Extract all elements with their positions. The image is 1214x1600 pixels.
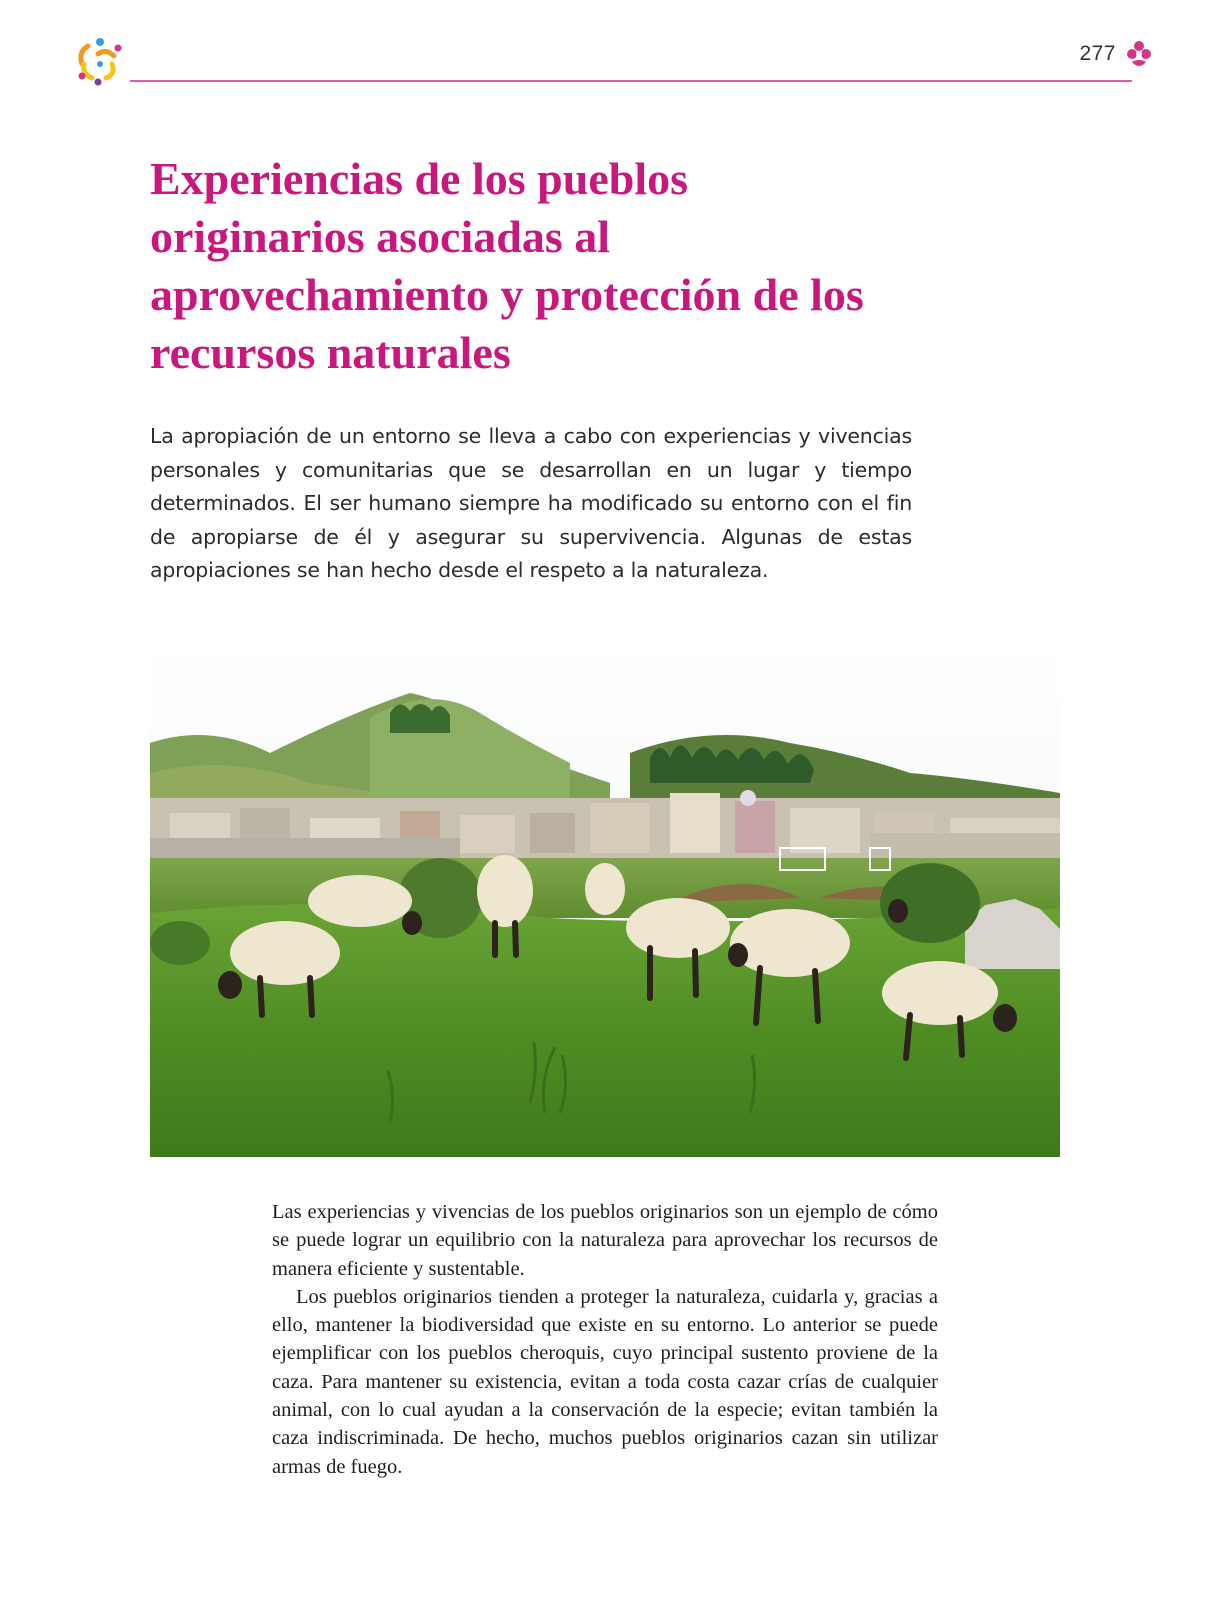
sheep-grazing-photo	[150, 643, 1060, 1157]
header-rule	[130, 80, 1132, 82]
intro-paragraph: La apropiación de un entorno se lleva a cabo con experiencias y vivencias personales y comunitarias que se desarrollan en un lugar y tiempo determinados. El ser humano siempre ha modificado su entorno con el fin de apropiarse de él y asegurar su supervivencia. Algunas de estas apropiaciones se han hecho desde el respeto a la naturaleza.	[150, 424, 912, 582]
page-number: 277	[1079, 42, 1116, 65]
body-paragraph-2: Los pueblos originarios tienden a proteger la naturaleza, cuidarla y, gracias a ello, mantener la biodiversidad que existe en su entorno. Lo anterior se puede ejemplificar con los pueblos cheroquis, cuyo principal sustento proviene de la caza. Para mantener su existencia, evitan a toda costa cazar crías de cualquier animal, con lo cual ayudan a la conservación de la especie; evitan también la caza indiscriminada. De hecho, muchos pueblos originarios cazan sin utilizar armas de fuego.	[272, 1285, 938, 1478]
body-text	[272, 1198, 938, 1481]
body-paragraph-1: Las experiencias y vivencias de los pueblos originarios son un ejemplo de cómo se puede lograr un equilibrio con la naturaleza para aprovechar los recursos de manera eficiente y sustentable.	[272, 1201, 938, 1280]
flower-ornament-icon	[1126, 40, 1152, 68]
abstract-people-logo-icon	[72, 34, 124, 86]
page-title: Experiencias de los pueblos originarios asociadas al aprovechamiento y protección de los recursos naturales	[150, 153, 864, 378]
